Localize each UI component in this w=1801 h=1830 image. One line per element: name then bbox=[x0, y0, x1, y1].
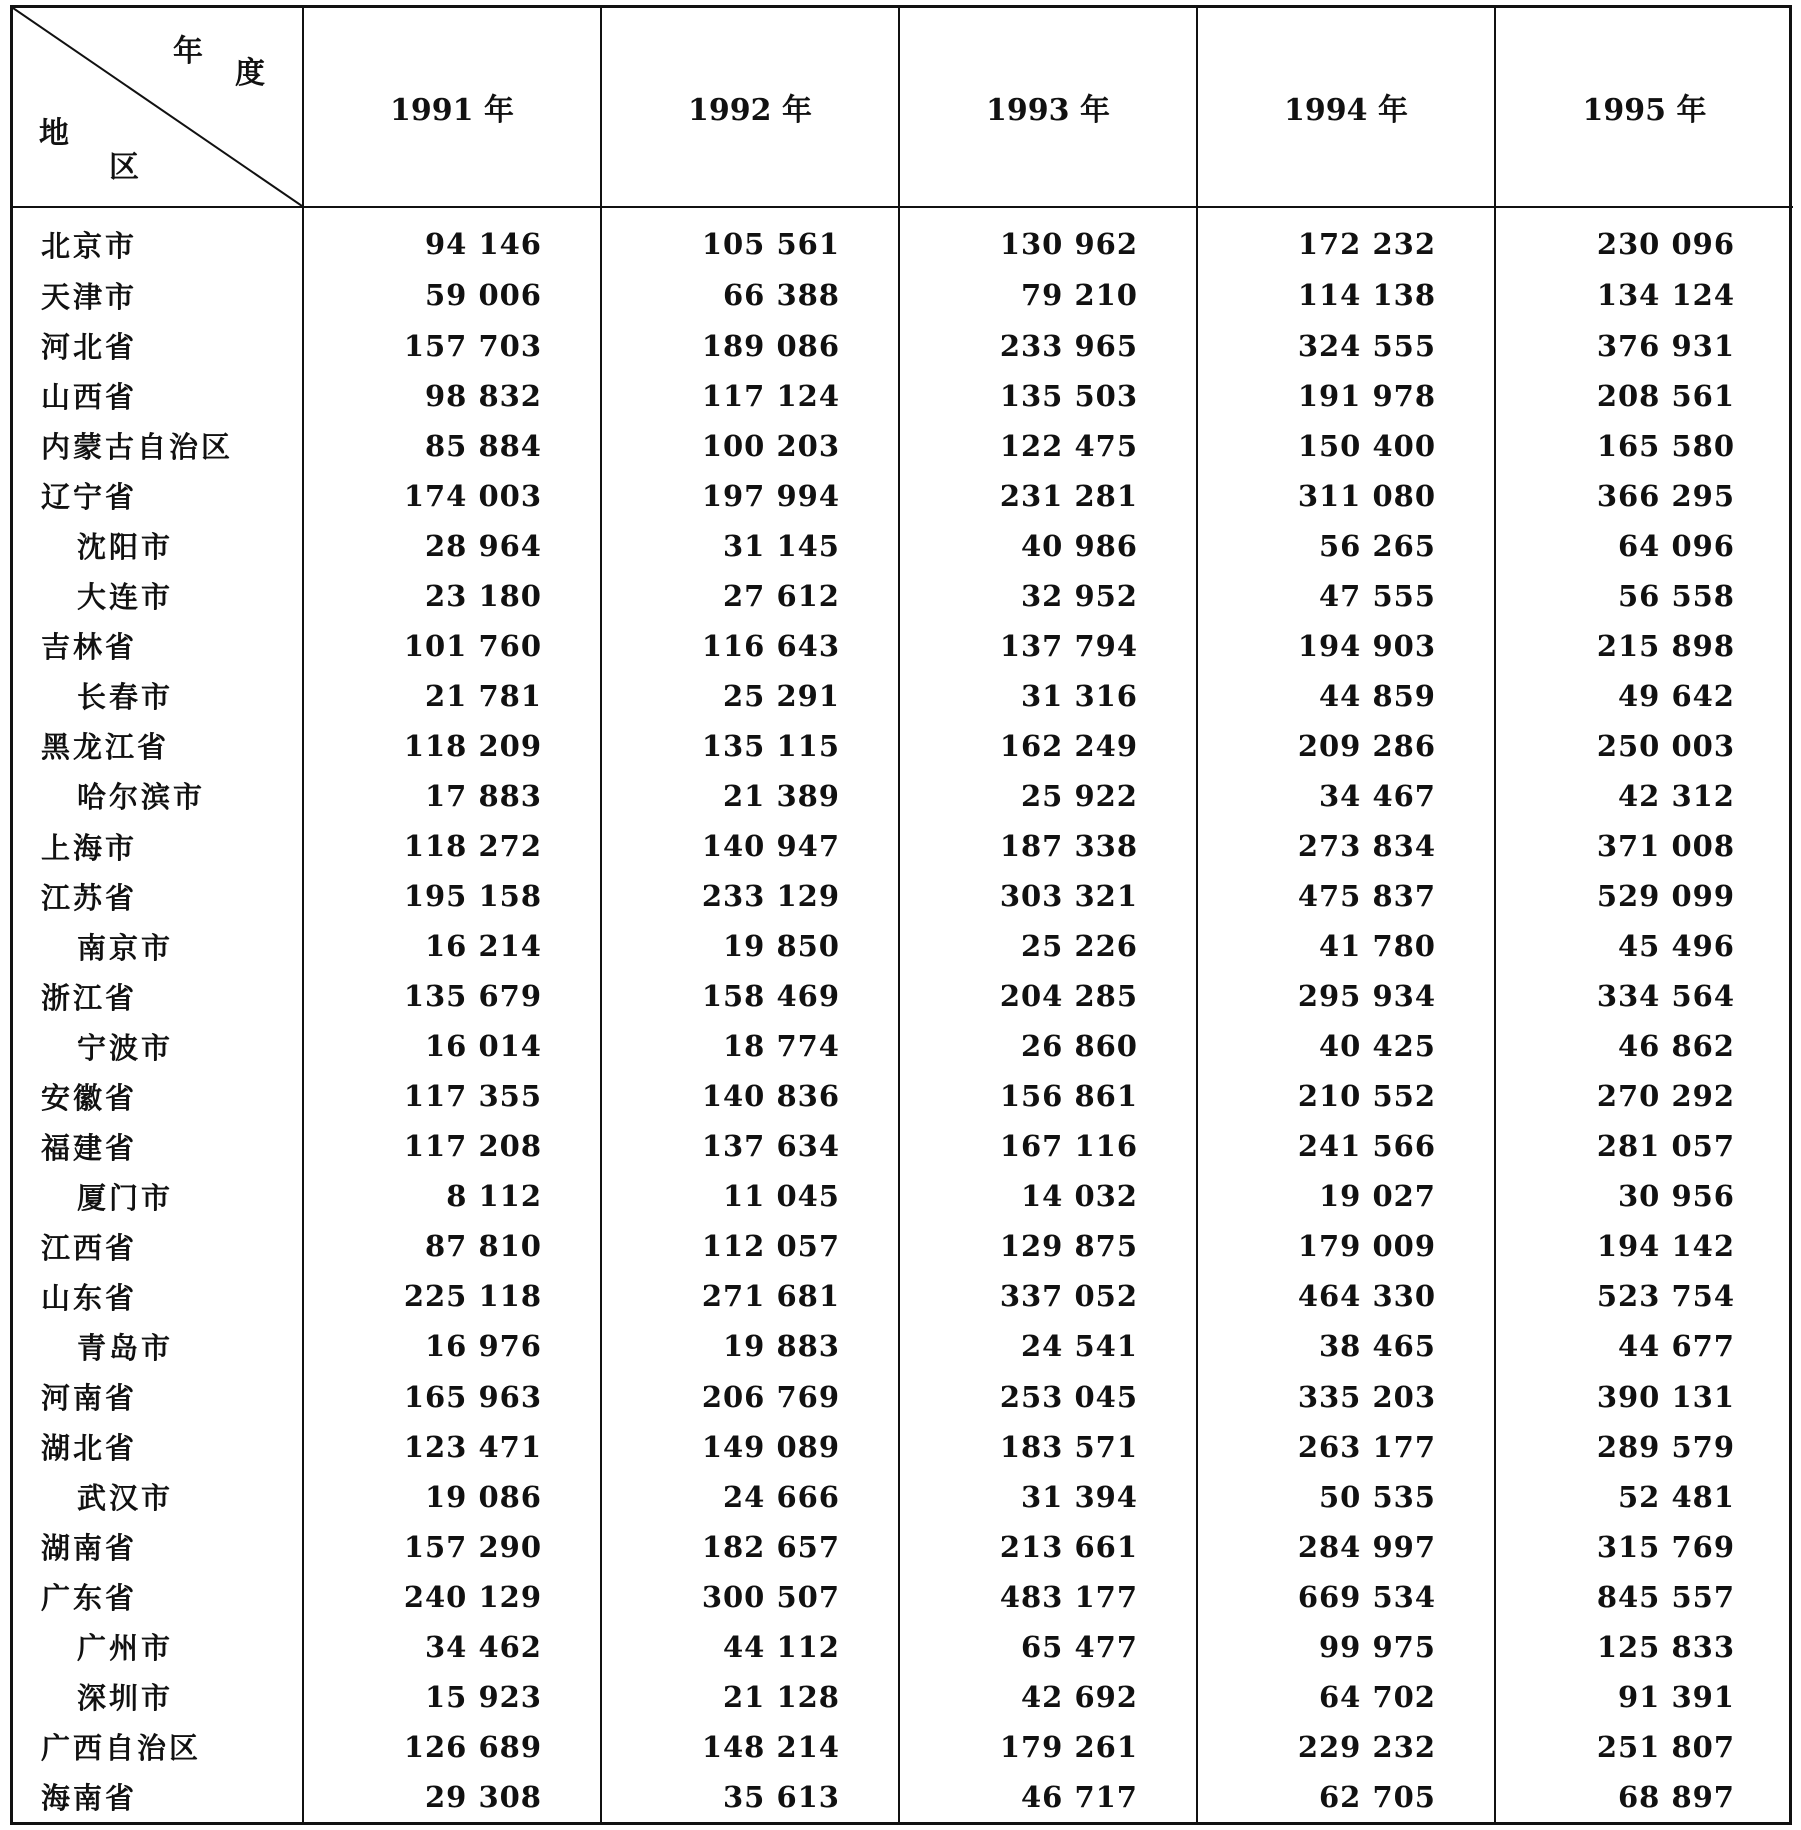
region-name-cell: 湖南省 bbox=[41, 1531, 138, 1566]
region-name-cell: 深圳市 bbox=[77, 1681, 174, 1716]
region-name-cell: 吉林省 bbox=[41, 630, 138, 665]
value-cell: 137 634 bbox=[601, 1121, 899, 1171]
value-cell: 137 794 bbox=[899, 621, 1197, 671]
table-row bbox=[13, 1271, 1793, 1321]
value-cell: 24 666 bbox=[601, 1472, 899, 1522]
value-cell: 50 535 bbox=[1197, 1472, 1495, 1522]
region-name-cell: 南京市 bbox=[77, 930, 174, 965]
value-cell: 64 096 bbox=[1495, 521, 1793, 571]
value-cell: 134 124 bbox=[1495, 270, 1793, 320]
value-cell: 156 861 bbox=[899, 1071, 1197, 1121]
value-cell: 130 962 bbox=[899, 207, 1197, 270]
value-cell: 117 208 bbox=[303, 1121, 601, 1171]
value-cell: 376 931 bbox=[1495, 321, 1793, 371]
year-header: 1991 年 bbox=[303, 8, 601, 207]
value-cell: 126 689 bbox=[303, 1722, 601, 1772]
table-row bbox=[13, 521, 1793, 571]
corner-label-year-1: 年 bbox=[173, 34, 203, 69]
table-row bbox=[13, 270, 1793, 320]
corner-label-year-2: 度 bbox=[235, 56, 265, 91]
region-name-cell: 黑龙江省 bbox=[41, 730, 170, 765]
table-row bbox=[13, 1071, 1793, 1121]
value-cell: 324 555 bbox=[1197, 321, 1495, 371]
value-cell: 41 780 bbox=[1197, 921, 1495, 971]
table-row bbox=[13, 1171, 1793, 1221]
value-cell: 116 643 bbox=[601, 621, 899, 671]
value-cell: 209 286 bbox=[1197, 721, 1495, 771]
value-cell: 16 214 bbox=[303, 921, 601, 971]
table-row bbox=[13, 671, 1793, 721]
value-cell: 273 834 bbox=[1197, 821, 1495, 871]
value-cell: 112 057 bbox=[601, 1221, 899, 1271]
value-cell: 231 281 bbox=[899, 471, 1197, 521]
value-cell: 46 717 bbox=[899, 1772, 1197, 1822]
region-name-cell: 北京市 bbox=[41, 228, 138, 263]
value-cell: 44 859 bbox=[1197, 671, 1495, 721]
value-cell: 123 471 bbox=[303, 1422, 601, 1472]
value-cell: 42 692 bbox=[899, 1672, 1197, 1722]
table-row bbox=[13, 471, 1793, 521]
value-cell: 40 986 bbox=[899, 521, 1197, 571]
value-cell: 35 613 bbox=[601, 1772, 899, 1822]
value-cell: 25 291 bbox=[601, 671, 899, 721]
year-header: 1992 年 bbox=[601, 8, 899, 207]
table-row bbox=[13, 1021, 1793, 1071]
region-name-cell: 广东省 bbox=[41, 1581, 138, 1616]
value-cell: 21 781 bbox=[303, 671, 601, 721]
region-name-cell: 福建省 bbox=[41, 1130, 138, 1165]
region-name-cell: 长春市 bbox=[77, 680, 174, 715]
value-cell: 14 032 bbox=[899, 1171, 1197, 1221]
region-name-cell: 武汉市 bbox=[77, 1481, 174, 1516]
value-cell: 135 679 bbox=[303, 971, 601, 1021]
value-cell: 187 338 bbox=[899, 821, 1197, 871]
value-cell: 229 232 bbox=[1197, 1722, 1495, 1772]
region-name-cell: 哈尔滨市 bbox=[77, 780, 206, 815]
table-row bbox=[13, 721, 1793, 771]
table-row bbox=[13, 821, 1793, 871]
value-cell: 129 875 bbox=[899, 1221, 1197, 1271]
value-cell: 29 308 bbox=[303, 1772, 601, 1822]
value-cell: 179 009 bbox=[1197, 1221, 1495, 1271]
region-name-cell: 内蒙古自治区 bbox=[41, 430, 234, 465]
table-row bbox=[13, 1772, 1793, 1822]
value-cell: 165 580 bbox=[1495, 421, 1793, 471]
value-cell: 251 807 bbox=[1495, 1722, 1793, 1772]
value-cell: 233 129 bbox=[601, 871, 899, 921]
value-cell: 23 180 bbox=[303, 571, 601, 621]
region-name-cell: 厦门市 bbox=[77, 1180, 174, 1215]
value-cell: 118 272 bbox=[303, 821, 601, 871]
header-row bbox=[13, 8, 1793, 207]
value-cell: 197 994 bbox=[601, 471, 899, 521]
value-cell: 194 142 bbox=[1495, 1221, 1793, 1271]
value-cell: 98 832 bbox=[303, 371, 601, 421]
value-cell: 208 561 bbox=[1495, 371, 1793, 421]
table-row bbox=[13, 1722, 1793, 1772]
table-row bbox=[13, 871, 1793, 921]
value-cell: 46 862 bbox=[1495, 1021, 1793, 1071]
region-name-cell: 山东省 bbox=[41, 1280, 138, 1315]
table-row bbox=[13, 1572, 1793, 1622]
table-body bbox=[13, 207, 1793, 1822]
value-cell: 315 769 bbox=[1495, 1522, 1793, 1572]
value-cell: 28 964 bbox=[303, 521, 601, 571]
value-cell: 233 965 bbox=[899, 321, 1197, 371]
value-cell: 62 705 bbox=[1197, 1772, 1495, 1822]
value-cell: 204 285 bbox=[899, 971, 1197, 1021]
value-cell: 669 534 bbox=[1197, 1572, 1495, 1622]
table-row bbox=[13, 1422, 1793, 1472]
value-cell: 179 261 bbox=[899, 1722, 1197, 1772]
value-cell: 16 976 bbox=[303, 1321, 601, 1371]
value-cell: 56 558 bbox=[1495, 571, 1793, 621]
value-cell: 213 661 bbox=[899, 1522, 1197, 1572]
year-header: 1993 年 bbox=[899, 8, 1197, 207]
value-cell: 49 642 bbox=[1495, 671, 1793, 721]
value-cell: 31 316 bbox=[899, 671, 1197, 721]
value-cell: 284 997 bbox=[1197, 1522, 1495, 1572]
value-cell: 475 837 bbox=[1197, 871, 1495, 921]
value-cell: 172 232 bbox=[1197, 207, 1495, 270]
region-name-cell: 天津市 bbox=[41, 279, 138, 314]
region-name-cell: 江苏省 bbox=[41, 880, 138, 915]
value-cell: 253 045 bbox=[899, 1372, 1197, 1422]
value-cell: 11 045 bbox=[601, 1171, 899, 1221]
value-cell: 19 883 bbox=[601, 1321, 899, 1371]
value-cell: 47 555 bbox=[1197, 571, 1495, 621]
value-cell: 30 956 bbox=[1495, 1171, 1793, 1221]
value-cell: 334 564 bbox=[1495, 971, 1793, 1021]
value-cell: 167 116 bbox=[899, 1121, 1197, 1171]
value-cell: 263 177 bbox=[1197, 1422, 1495, 1472]
value-cell: 464 330 bbox=[1197, 1271, 1495, 1321]
value-cell: 32 952 bbox=[899, 571, 1197, 621]
value-cell: 135 503 bbox=[899, 371, 1197, 421]
value-cell: 122 475 bbox=[899, 421, 1197, 471]
value-cell: 371 008 bbox=[1495, 821, 1793, 871]
value-cell: 150 400 bbox=[1197, 421, 1495, 471]
value-cell: 158 469 bbox=[601, 971, 899, 1021]
value-cell: 125 833 bbox=[1495, 1622, 1793, 1672]
corner-label-region-2: 区 bbox=[109, 150, 139, 185]
value-cell: 281 057 bbox=[1495, 1121, 1793, 1171]
region-name-cell: 河北省 bbox=[41, 330, 138, 365]
value-cell: 91 391 bbox=[1495, 1672, 1793, 1722]
data-table bbox=[13, 8, 1793, 1822]
value-cell: 240 129 bbox=[303, 1572, 601, 1622]
value-cell: 44 677 bbox=[1495, 1321, 1793, 1371]
value-cell: 31 145 bbox=[601, 521, 899, 571]
corner-diagonal-line bbox=[13, 8, 302, 206]
region-name-cell: 浙江省 bbox=[41, 980, 138, 1015]
value-cell: 230 096 bbox=[1495, 207, 1793, 270]
value-cell: 52 481 bbox=[1495, 1472, 1793, 1522]
region-name-cell: 上海市 bbox=[41, 830, 138, 865]
value-cell: 250 003 bbox=[1495, 721, 1793, 771]
value-cell: 101 760 bbox=[303, 621, 601, 671]
table-row bbox=[13, 321, 1793, 371]
value-cell: 19 027 bbox=[1197, 1171, 1495, 1221]
region-name-cell: 广州市 bbox=[77, 1631, 174, 1666]
value-cell: 117 355 bbox=[303, 1071, 601, 1121]
value-cell: 118 209 bbox=[303, 721, 601, 771]
value-cell: 15 923 bbox=[303, 1672, 601, 1722]
value-cell: 215 898 bbox=[1495, 621, 1793, 671]
table-row bbox=[13, 1672, 1793, 1722]
value-cell: 157 703 bbox=[303, 321, 601, 371]
value-cell: 225 118 bbox=[303, 1271, 601, 1321]
value-cell: 390 131 bbox=[1495, 1372, 1793, 1422]
table-row bbox=[13, 1522, 1793, 1572]
table-row bbox=[13, 971, 1793, 1021]
region-name-cell: 宁波市 bbox=[77, 1030, 174, 1065]
value-cell: 21 389 bbox=[601, 771, 899, 821]
year-header: 1995 年 bbox=[1495, 8, 1793, 207]
table-row bbox=[13, 1472, 1793, 1522]
year-header: 1994 年 bbox=[1197, 8, 1495, 207]
region-name-cell: 海南省 bbox=[41, 1781, 138, 1816]
value-cell: 191 978 bbox=[1197, 371, 1495, 421]
value-cell: 241 566 bbox=[1197, 1121, 1495, 1171]
value-cell: 105 561 bbox=[601, 207, 899, 270]
value-cell: 31 394 bbox=[899, 1472, 1197, 1522]
value-cell: 271 681 bbox=[601, 1271, 899, 1321]
value-cell: 157 290 bbox=[303, 1522, 601, 1572]
value-cell: 27 612 bbox=[601, 571, 899, 621]
value-cell: 337 052 bbox=[899, 1271, 1197, 1321]
table-row bbox=[13, 1321, 1793, 1371]
value-cell: 100 203 bbox=[601, 421, 899, 471]
value-cell: 135 115 bbox=[601, 721, 899, 771]
value-cell: 311 080 bbox=[1197, 471, 1495, 521]
table-row bbox=[13, 921, 1793, 971]
value-cell: 34 462 bbox=[303, 1622, 601, 1672]
value-cell: 59 006 bbox=[303, 270, 601, 320]
value-cell: 8 112 bbox=[303, 1171, 601, 1221]
value-cell: 195 158 bbox=[303, 871, 601, 921]
value-cell: 483 177 bbox=[899, 1572, 1197, 1622]
value-cell: 140 947 bbox=[601, 821, 899, 871]
value-cell: 26 860 bbox=[899, 1021, 1197, 1071]
value-cell: 182 657 bbox=[601, 1522, 899, 1572]
value-cell: 165 963 bbox=[303, 1372, 601, 1422]
value-cell: 66 388 bbox=[601, 270, 899, 320]
region-name-cell: 广西自治区 bbox=[41, 1731, 202, 1766]
value-cell: 19 850 bbox=[601, 921, 899, 971]
value-cell: 68 897 bbox=[1495, 1772, 1793, 1822]
value-cell: 87 810 bbox=[303, 1221, 601, 1271]
value-cell: 45 496 bbox=[1495, 921, 1793, 971]
value-cell: 114 138 bbox=[1197, 270, 1495, 320]
table-row bbox=[13, 371, 1793, 421]
value-cell: 523 754 bbox=[1495, 1271, 1793, 1321]
table-row bbox=[13, 621, 1793, 671]
value-cell: 21 128 bbox=[601, 1672, 899, 1722]
value-cell: 18 774 bbox=[601, 1021, 899, 1071]
value-cell: 300 507 bbox=[601, 1572, 899, 1622]
table-row bbox=[13, 1372, 1793, 1422]
value-cell: 24 541 bbox=[899, 1321, 1197, 1371]
region-name-cell: 江西省 bbox=[41, 1230, 138, 1265]
data-table-sheet bbox=[10, 5, 1792, 1825]
value-cell: 65 477 bbox=[899, 1622, 1197, 1672]
value-cell: 64 702 bbox=[1197, 1672, 1495, 1722]
region-name-cell: 大连市 bbox=[77, 580, 174, 615]
value-cell: 194 903 bbox=[1197, 621, 1495, 671]
value-cell: 206 769 bbox=[601, 1372, 899, 1422]
value-cell: 149 089 bbox=[601, 1422, 899, 1472]
region-name-cell: 辽宁省 bbox=[41, 480, 138, 515]
table-row bbox=[13, 1622, 1793, 1672]
value-cell: 295 934 bbox=[1197, 971, 1495, 1021]
value-cell: 210 552 bbox=[1197, 1071, 1495, 1121]
value-cell: 335 203 bbox=[1197, 1372, 1495, 1422]
region-name-cell: 青岛市 bbox=[77, 1330, 174, 1365]
value-cell: 56 265 bbox=[1197, 521, 1495, 571]
value-cell: 140 836 bbox=[601, 1071, 899, 1121]
value-cell: 99 975 bbox=[1197, 1622, 1495, 1672]
value-cell: 117 124 bbox=[601, 371, 899, 421]
table-row bbox=[13, 1221, 1793, 1271]
value-cell: 183 571 bbox=[899, 1422, 1197, 1472]
value-cell: 303 321 bbox=[899, 871, 1197, 921]
table-row bbox=[13, 421, 1793, 471]
corner-header-cell bbox=[13, 8, 303, 207]
value-cell: 366 295 bbox=[1495, 471, 1793, 521]
region-name-cell: 安徽省 bbox=[41, 1080, 138, 1115]
value-cell: 845 557 bbox=[1495, 1572, 1793, 1622]
value-cell: 34 467 bbox=[1197, 771, 1495, 821]
value-cell: 44 112 bbox=[601, 1622, 899, 1672]
table-row bbox=[13, 771, 1793, 821]
value-cell: 17 883 bbox=[303, 771, 601, 821]
value-cell: 79 210 bbox=[899, 270, 1197, 320]
region-name-cell: 河南省 bbox=[41, 1381, 138, 1416]
value-cell: 16 014 bbox=[303, 1021, 601, 1071]
value-cell: 40 425 bbox=[1197, 1021, 1495, 1071]
value-cell: 19 086 bbox=[303, 1472, 601, 1522]
region-name-cell: 山西省 bbox=[41, 380, 138, 415]
value-cell: 38 465 bbox=[1197, 1321, 1495, 1371]
corner-label-region-1: 地 bbox=[39, 116, 69, 151]
value-cell: 25 922 bbox=[899, 771, 1197, 821]
value-cell: 270 292 bbox=[1495, 1071, 1793, 1121]
value-cell: 529 099 bbox=[1495, 871, 1793, 921]
value-cell: 148 214 bbox=[601, 1722, 899, 1772]
region-name-cell: 沈阳市 bbox=[77, 530, 174, 565]
value-cell: 162 249 bbox=[899, 721, 1197, 771]
region-name-cell: 湖北省 bbox=[41, 1431, 138, 1466]
table-row bbox=[13, 571, 1793, 621]
table-row bbox=[13, 1121, 1793, 1171]
value-cell: 85 884 bbox=[303, 421, 601, 471]
value-cell: 189 086 bbox=[601, 321, 899, 371]
value-cell: 289 579 bbox=[1495, 1422, 1793, 1472]
value-cell: 94 146 bbox=[303, 207, 601, 270]
value-cell: 25 226 bbox=[899, 921, 1197, 971]
value-cell: 42 312 bbox=[1495, 771, 1793, 821]
table-row bbox=[13, 207, 1793, 270]
value-cell: 174 003 bbox=[303, 471, 601, 521]
